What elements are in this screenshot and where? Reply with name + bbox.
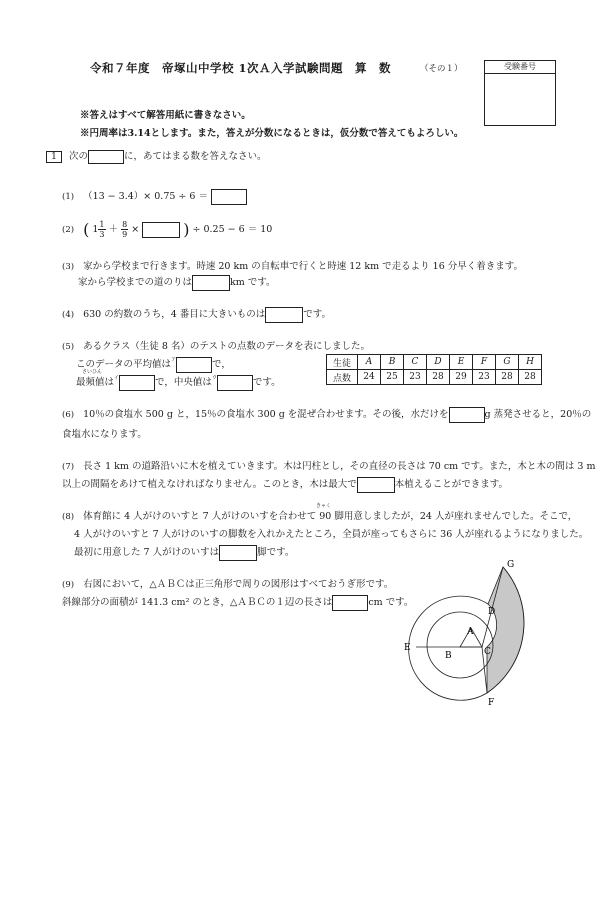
problem-8-line2: 4 人がけのいすと 7 人がけのいすの脚数を入れかえたところ，全員が座ってもさらに 36 人が座れるようになりました。 [74, 529, 589, 540]
big-circle-arc [409, 596, 488, 700]
problem-6: (6) 10％の食塩水 500 g と，15％の食塩水 300 g を混ぜ合わせます。その後，水だけを g 蒸発させると，20％の [62, 406, 591, 423]
answer-blank-9 [332, 595, 368, 611]
answer-blank-6 [449, 407, 485, 423]
answer-blank-7 [357, 477, 395, 493]
problem-2: (2) ( 1 $\frac{1}{3}$ ＋ $\frac{8}{9}$ × ) ÷ 0.25 − 6 ＝ 10 [62, 220, 273, 239]
problem-9-line2: 斜線部分の面積が 141.3 cm² のとき，△ＡＢＣの１辺の長さは cm です。 [62, 594, 413, 611]
problem-5-mode: 最頻値は$^イ$ で，中央値は$^ウ$ です。 [76, 374, 281, 391]
label-A: A [467, 627, 474, 637]
problem-3-line2: 家から学校までの道のりは km です。 [78, 274, 276, 291]
ruby-saihin: さいひん [82, 369, 103, 375]
problem-5-mean: このデータの平均値は$^ア$ で， [76, 356, 231, 373]
part-label: （その１） [420, 64, 463, 74]
page-title: 令和７年度 帝塚山中学校 1次Ａ入学試験問題 算 数 [90, 61, 392, 75]
label-B: B [445, 651, 452, 661]
label-E: E [404, 643, 411, 653]
shaded-region [487, 567, 524, 693]
note-answers: ※答えはすべて解答用紙に書きなさい。 [80, 110, 251, 121]
answer-blank-4 [265, 307, 303, 323]
problem-9: (9) 右図において，△ＡＢＣは正三角形で周りの図形はすべておうぎ形です。 [62, 579, 394, 590]
problem-3: (3) 家から学校まで行きます。時速 20 km の自転車で行くと時速 12 km で走るより 16 分早く着きます。 [62, 261, 524, 272]
problem-7-line2: 以上の間隔をあけて植えなければなりません。このとき，木は最大で 本植えることができます。 [62, 476, 508, 493]
problem-8: (8) 体育館に 4 人がけのいすと 7 人がけのいすを合わせて 90 脚用意しましたが，24 人が座れませんでした。そこで， [62, 511, 578, 522]
problem-1: (1) （13 − 3.4）× 0.75 ÷ 6 ＝ [62, 188, 247, 205]
answer-blank-2 [142, 222, 180, 238]
problem-5: (5) あるクラス（生徒 8 名）のテストの点数のデータを表にしました。 [62, 341, 370, 352]
question-number: 1 [46, 151, 62, 163]
answer-blank-1 [211, 189, 247, 205]
label-F: F [488, 698, 495, 708]
table-row-scores: 点数 24 25 23 28 29 23 28 28 [327, 370, 542, 385]
answer-blank-8 [219, 545, 257, 561]
problem-7: (7) 長さ 1 km の道路沿いに木を植えていきます。木は円柱とし，その直径の長さは 70 cm です。また，木と木の間は 3 m [62, 461, 596, 472]
answer-blank-5b [119, 375, 155, 391]
question-1-heading: 1 次の に，あてはまる数を答えなさい。 [46, 148, 267, 164]
geometry-figure [390, 550, 590, 720]
example-blank [88, 150, 124, 164]
note-pi: ※円周率は3.14とします。また，答えが分数になるときは，仮分数で答えてもよろしい。 [80, 128, 464, 139]
answer-blank-5c [217, 375, 253, 391]
score-table [326, 354, 542, 385]
answer-blank-3 [192, 275, 230, 291]
label-D: D [488, 607, 496, 617]
problem-6-line2: 食塩水になります。 [62, 429, 147, 440]
table-row-students: 生徒 A B C D E F G H [327, 355, 542, 370]
exam-number-box [484, 60, 556, 126]
exam-number-label: 受験番号 [485, 61, 555, 74]
label-C: C [484, 647, 491, 657]
label-G: G [507, 560, 515, 570]
small-circle [427, 612, 493, 678]
problem-4: (4) 630 の約数のうち，4 番目に大きいものは です。 [62, 306, 331, 323]
ruby-kyaku: きゃく [316, 503, 332, 509]
answer-blank-5a [176, 357, 212, 373]
problem-8-line3: 最初に用意した 7 人がけのいすは 脚です。 [74, 544, 294, 561]
